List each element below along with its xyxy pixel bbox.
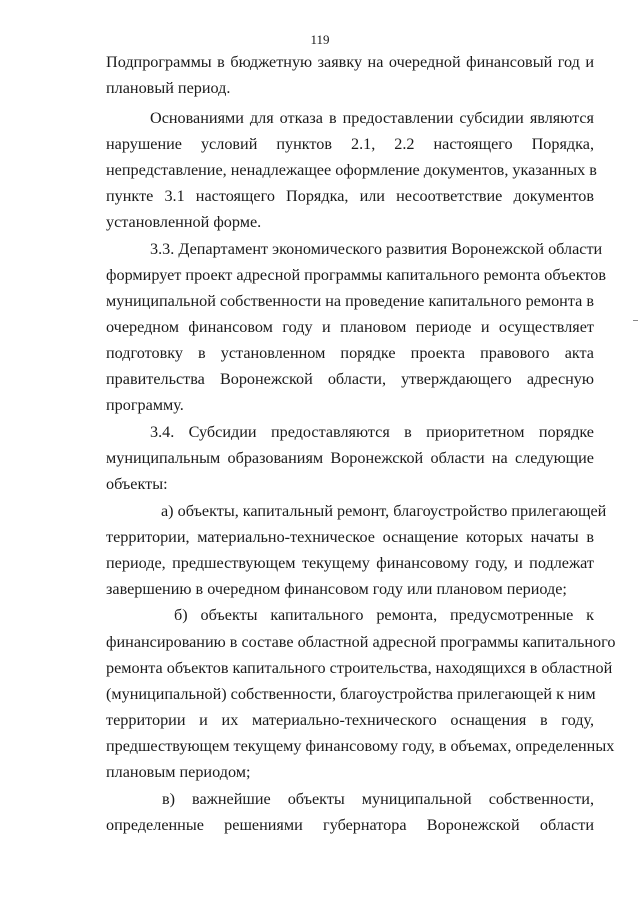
text-line: пункте 3.1 настоящего Порядка, или несоответствие документов xyxy=(106,187,594,205)
text-line: непредставление, ненадлежащее оформление документов, указанных в xyxy=(106,161,597,179)
text-line: Подпрограммы в бюджетную заявку на очередной финансовый год и xyxy=(106,53,594,71)
text-line: плановый период. xyxy=(106,79,231,97)
text-line: муниципальной собственности на проведение капитального ремонта в xyxy=(106,292,594,310)
text-line: плановым периодом; xyxy=(106,763,251,781)
text-line: территории и их материально-технического оснащения в году, xyxy=(106,711,594,729)
text-line: подготовку в установленном порядке проекта правового акта xyxy=(106,344,594,362)
text-line: муниципальным образованиям Воронежской области на следующие xyxy=(106,449,594,467)
paragraph-first-line: 3.4. Субсидии предоставляются в приоритетном порядке xyxy=(150,423,594,441)
text-line: завершению в очередном финансовом году или плановом периоде; xyxy=(106,580,567,598)
list-item-v: в) важнейшие объекты муниципальной собственности, xyxy=(162,790,594,808)
text-line: ремонта объектов капитального строительства, находящихся в областной xyxy=(106,659,613,677)
text-line: территории, материально-техническое оснащение которых начаты в xyxy=(106,528,594,546)
paragraph-first-line: Основаниями для отказа в предоставлении субсидии являются xyxy=(150,109,594,127)
text-line: правительства Воронежской области, утверждающего адресную xyxy=(106,370,594,388)
text-line: определенные решениями губернатора Воронежской области xyxy=(106,816,594,834)
text-line: формирует проект адресной программы капитального ремонта объектов xyxy=(106,266,606,284)
list-item-a: а) объекты, капитальный ремонт, благоустройство прилегающей xyxy=(161,502,607,520)
scan-mark xyxy=(633,320,638,321)
list-item-b: б) объекты капитального ремонта, предусмотренные к xyxy=(174,606,594,624)
text-line: объекты: xyxy=(106,475,168,493)
text-line: периоде, предшествующем текущему финансовому году, и подлежат xyxy=(106,554,594,572)
text-line: финансированию в составе областной адресной программы капитального xyxy=(106,633,616,651)
paragraph-first-line: 3.3. Департамент экономического развития Воронежской области xyxy=(150,240,603,258)
text-line: установленной форме. xyxy=(106,213,262,231)
text-line: нарушение условий пунктов 2.1, 2.2 настоящего Порядка, xyxy=(106,135,594,153)
text-line: программу. xyxy=(106,396,184,414)
text-line: очередном финансовом году и плановом периоде и осуществляет xyxy=(106,318,594,336)
page-number: 119 xyxy=(310,32,330,47)
text-line: (муниципальной) собственности, благоустройства прилегающей к ним xyxy=(106,685,596,703)
text-line: предшествующем текущему финансовому году, в объемах, определенных xyxy=(106,737,615,755)
